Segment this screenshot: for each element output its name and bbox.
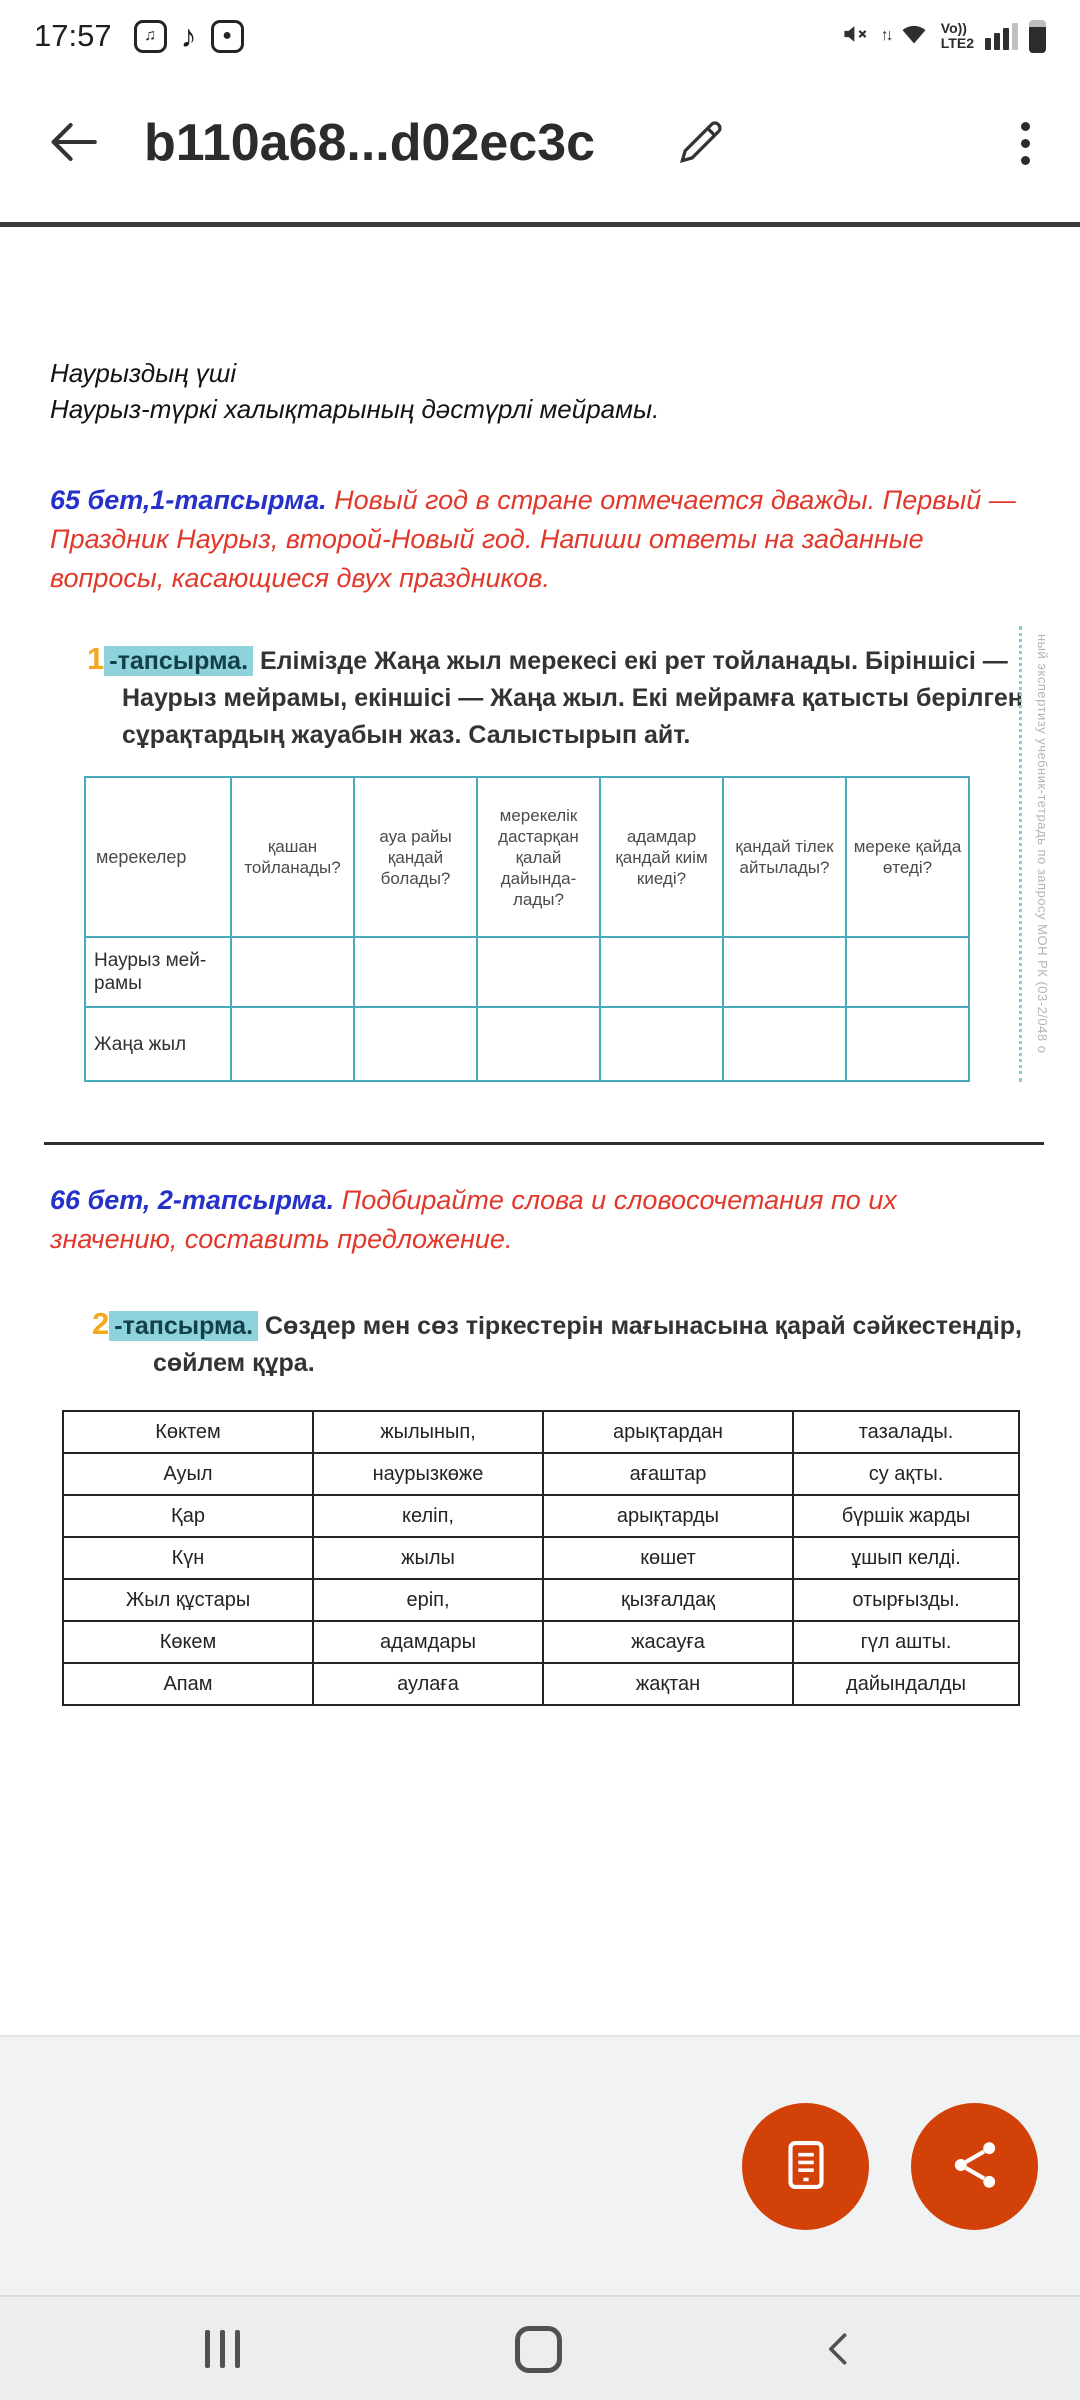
task2-text: Подбирайте слова и словосочетания по их значению, составить предложение.: [50, 1185, 897, 1254]
table-header-row: [85, 777, 969, 937]
column-header: қашан тойланады?: [231, 777, 354, 937]
word-cell: Жыл құстары: [63, 1579, 313, 1621]
app-header: [0, 64, 1080, 222]
column-header: ауа райы қандай болады?: [354, 777, 477, 937]
recents-bar-icon: [235, 2330, 240, 2368]
answer-cell: [231, 937, 354, 1007]
home-button[interactable]: [515, 2326, 562, 2373]
word-cell: арықтарды: [543, 1495, 793, 1537]
chevron-left-icon: [818, 2359, 862, 2374]
clock: 17:57: [34, 18, 112, 53]
music-player-icon: ♫: [134, 20, 167, 53]
column-header: мерекелік дастарқан қалай дайында-лады?: [477, 777, 600, 937]
recents-bar-icon: [220, 2330, 225, 2368]
answer-cell: [723, 937, 846, 1007]
document-title: b110a68...d02ec3c: [144, 114, 596, 172]
word-cell: қызғалдақ: [543, 1579, 793, 1621]
task1-label: 65 бет,1-тапсырма.: [50, 485, 327, 515]
exercise1-number: 1: [87, 641, 105, 676]
textbook-excerpt-1: [50, 634, 1050, 1082]
word-cell: Ауыл: [63, 1453, 313, 1495]
word-cell: келіп,: [313, 1495, 543, 1537]
answer-cell: [354, 937, 477, 1007]
answer-cell: [846, 937, 969, 1007]
pencil-icon: [673, 114, 729, 173]
exercise1-table: [84, 776, 970, 1082]
word-cell: ұшып келді.: [793, 1537, 1019, 1579]
table-row: [85, 937, 969, 1007]
signal-strength-icon: [985, 23, 1018, 50]
share-button[interactable]: [911, 2103, 1038, 2230]
exercise1-heading: [50, 640, 1030, 754]
overflow-menu-button[interactable]: [1015, 116, 1036, 171]
answer-cell: [477, 1007, 600, 1081]
answer-cell: [723, 1007, 846, 1081]
exercise1-badge: -тапсырма.: [104, 646, 253, 676]
word-cell: жылы: [313, 1537, 543, 1579]
battery-icon: [1029, 20, 1046, 53]
recents-button[interactable]: [205, 2330, 240, 2368]
word-cell: жақтан: [543, 1663, 793, 1705]
column-header: мерекелер: [85, 777, 231, 937]
intro-line: Наурыздың үші: [50, 358, 237, 388]
word-cell: Көктем: [63, 1411, 313, 1453]
word-cell: тазалады.: [793, 1411, 1019, 1453]
answer-cell: [354, 1007, 477, 1081]
table-row: [63, 1411, 1019, 1453]
back-arrow-icon: [44, 113, 102, 174]
word-cell: гүл ашты.: [793, 1621, 1019, 1663]
word-cell: отырғызды.: [793, 1579, 1019, 1621]
exercise2-table: [62, 1410, 1020, 1706]
answer-cell: [231, 1007, 354, 1081]
word-cell: ағаштар: [543, 1453, 793, 1495]
table-row: [63, 1537, 1019, 1579]
status-bar: [0, 0, 1080, 64]
back-button[interactable]: [44, 113, 102, 174]
word-cell: аулаға: [313, 1663, 543, 1705]
word-cell: Көкем: [63, 1621, 313, 1663]
exercise2-badge: -тапсырма.: [109, 1311, 258, 1341]
document-lines-icon: [775, 2134, 837, 2199]
wifi-icon: [898, 19, 930, 54]
navigation-bar: [0, 2295, 1080, 2400]
word-cell: жылынып,: [313, 1411, 543, 1453]
page-edge-note: ный экспертизу учебник-тетрадь по запросу МОН РК (03-2/048 о: [1035, 634, 1050, 1054]
nav-back-button[interactable]: [818, 2327, 862, 2374]
exercise2-heading: [50, 1305, 1030, 1382]
overflow-dot-icon: [1021, 139, 1030, 148]
answer-cell: [600, 937, 723, 1007]
wifi-traffic-arrows-icon: ↑↓: [880, 27, 891, 44]
intro-paragraph: [50, 355, 1030, 427]
task1-text: Новый год в стране отмечается дважды. Первый —Праздник Наурыз, второй-Новый год. Напиши ответы на заданные вопросы, касающиеся двух праздников.: [50, 485, 1016, 593]
word-cell: еріп,: [313, 1579, 543, 1621]
word-cell: су ақты.: [793, 1453, 1019, 1495]
table-row: [85, 1007, 969, 1081]
word-cell: Күн: [63, 1537, 313, 1579]
tiktok-icon: ♪: [180, 18, 197, 54]
word-cell: дайындалды: [793, 1663, 1019, 1705]
table-row: [63, 1621, 1019, 1663]
table-row: [63, 1579, 1019, 1621]
word-cell: Апам: [63, 1663, 313, 1705]
recents-bar-icon: [205, 2330, 210, 2368]
edit-button[interactable]: [673, 114, 729, 173]
bottom-toolbar: [0, 2035, 1080, 2295]
exercise2-number: 2: [92, 1306, 110, 1341]
column-header: мереке қайда өтеді?: [846, 777, 969, 937]
answer-cell: [477, 937, 600, 1007]
mute-icon: [840, 19, 870, 54]
answer-cell: [846, 1007, 969, 1081]
overflow-dot-icon: [1021, 122, 1030, 131]
word-cell: наурызкөже: [313, 1453, 543, 1495]
word-cell: көшет: [543, 1537, 793, 1579]
table-row: [63, 1495, 1019, 1537]
screen-recorder-icon: ●: [211, 20, 244, 53]
overflow-dot-icon: [1021, 156, 1030, 165]
table-row: [63, 1663, 1019, 1705]
word-cell: Қар: [63, 1495, 313, 1537]
row-label: Жаңа жыл: [85, 1007, 231, 1081]
reader-mode-button[interactable]: [742, 2103, 869, 2230]
word-cell: жасауға: [543, 1621, 793, 1663]
exercise2-instruction: Сөздер мен сөз тіркестерін мағынасына қарай сәйкестендір, сөйлем құра.: [153, 1312, 1022, 1377]
word-cell: бүршік жарды: [793, 1495, 1019, 1537]
volte-indicator: Vo)) LTE2: [940, 20, 974, 51]
task1-paragraph: [50, 481, 1030, 598]
page-edge-dotted-line: [1019, 626, 1022, 1082]
intro-line: Наурыз-түркі халықтарының дәстүрлі мейрамы.: [50, 394, 660, 424]
word-cell: адамдары: [313, 1621, 543, 1663]
word-cell: арықтардан: [543, 1411, 793, 1453]
exercise1-instruction: Елімізде Жаңа жыл мерекесі екі рет тойланады. Біріншісі — Наурыз мейрамы, екіншісі — Жаңа жыл. Екі мейрамға қатысты берілген сұрақтардың жауабын жаз. Салыстырып айт.: [122, 647, 1023, 749]
table-row: [63, 1453, 1019, 1495]
row-label: Наурыз мей-рамы: [85, 937, 231, 1007]
share-icon: [944, 2134, 1006, 2199]
textbook-excerpt-2: [50, 1305, 1030, 1706]
answer-cell: [600, 1007, 723, 1081]
task2-paragraph: [50, 1181, 1030, 1259]
task2-label: 66 бет, 2-тапсырма.: [50, 1185, 335, 1215]
column-header: адамдар қандай киім киеді?: [600, 777, 723, 937]
column-header: қандай тілек айтылады?: [723, 777, 846, 937]
document-scroll-area[interactable]: [0, 227, 1080, 2035]
separator-line: [44, 1142, 1044, 1145]
